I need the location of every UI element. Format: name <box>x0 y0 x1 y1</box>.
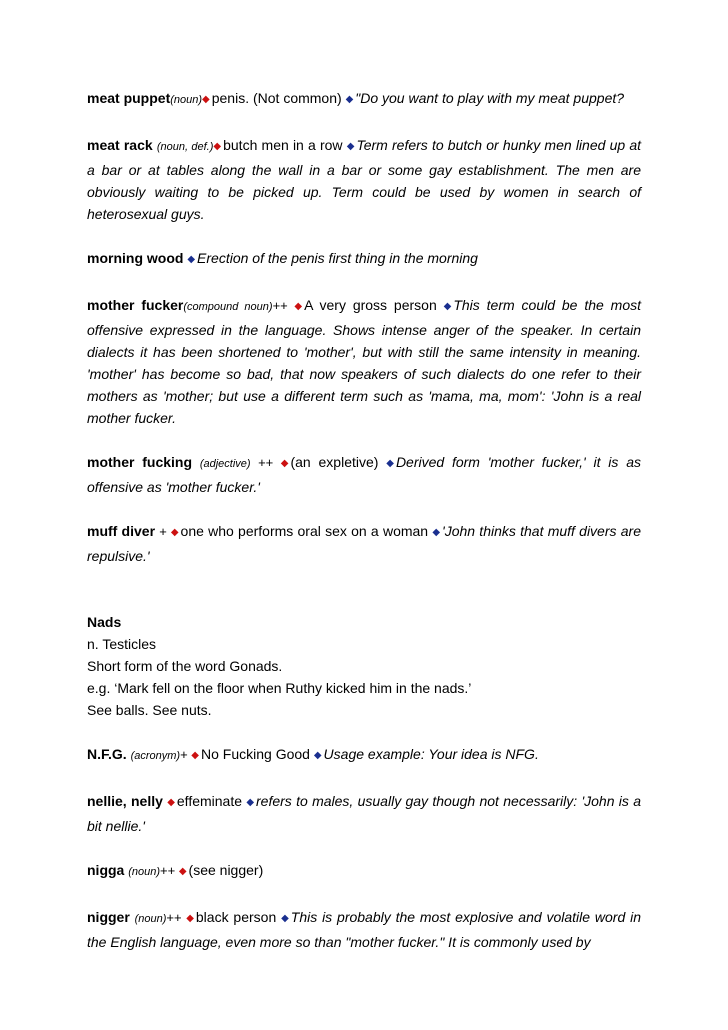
offensiveness-marks: + <box>159 524 171 539</box>
headword: mother fucker <box>87 297 184 313</box>
part-of-speech: (acronym) <box>130 750 181 762</box>
definition: black person <box>195 909 282 925</box>
glossary-content <box>87 87 641 975</box>
example: Erection of the penis first thing in the morning <box>197 250 478 266</box>
blue-diamond-icon: ◆ <box>386 458 394 469</box>
headword: mother fucking <box>87 454 200 470</box>
example: Derived form 'mother fucker,' it is as offensive as 'mother fucker.' <box>87 454 641 495</box>
entry-nigga <box>87 859 641 884</box>
offensiveness-marks: ++ <box>250 455 281 470</box>
headword: nigga <box>87 862 129 878</box>
red-diamond-icon: ◆ <box>280 458 289 469</box>
red-diamond-icon: ◆ <box>167 797 175 808</box>
red-diamond-icon: ◆ <box>186 913 194 924</box>
offensiveness-marks: ++ <box>166 910 187 925</box>
example: This term could be the most offensive expressed in the language. Shows intense anger of the speaker. In certain dialects it has been shortened to 'mother', but with still the same intensity in meaning. 'mother' has become so bad, that now speakers of such dialects do one refer to their mothers as 'mother; but use a different term such as 'mama, ma, mom': 'John is a real mother fucker. <box>87 297 641 426</box>
headword: meat rack <box>87 137 157 153</box>
entry-muff-diver <box>87 520 641 567</box>
definition: butch men in a row <box>223 137 347 153</box>
definition: No Fucking Good <box>201 746 314 762</box>
offensiveness-marks: + <box>180 747 192 762</box>
nads-line: See balls. See nuts. <box>87 702 212 718</box>
offensiveness-marks: ++ <box>272 298 295 313</box>
entry-nfg <box>87 743 641 768</box>
definition: (see nigger) <box>188 862 264 878</box>
part-of-speech: (noun, def.) <box>156 141 214 153</box>
definition: one who performs oral sex on a woman <box>180 523 433 539</box>
headword: morning wood <box>87 250 188 266</box>
blue-diamond-icon: ◆ <box>345 94 354 105</box>
headword: meat puppet <box>87 90 171 106</box>
example: Usage example: Your idea is NFG. <box>323 746 539 762</box>
headword: nigger <box>87 909 135 925</box>
nads-line: n. Testicles <box>87 636 156 652</box>
headword: nellie, nelly <box>87 793 168 809</box>
part-of-speech: (compound noun) <box>183 301 273 313</box>
entry-nellie <box>87 790 641 837</box>
definition: penis. (Not common) <box>211 90 346 106</box>
entry-nigger <box>87 906 641 953</box>
part-of-speech: (adjective) <box>199 458 251 470</box>
blue-diamond-icon: ◆ <box>187 254 196 265</box>
offensiveness-marks: ++ <box>160 863 179 878</box>
example: This is probably the most explosive and volatile word in the English language, even more so than "mother fucker." It is commonly used by <box>87 909 641 950</box>
nads-line: Short form of the word Gonads. <box>87 658 283 674</box>
blue-diamond-icon: ◆ <box>281 913 289 924</box>
red-diamond-icon: ◆ <box>191 750 199 761</box>
red-diamond-icon: ◆ <box>170 527 179 538</box>
entry-nads <box>87 611 641 721</box>
blue-diamond-icon: ◆ <box>346 141 355 152</box>
part-of-speech: (noun) <box>128 866 161 878</box>
entry-mother-fucker <box>87 294 641 429</box>
blue-diamond-icon: ◆ <box>443 301 452 312</box>
red-diamond-icon: ◆ <box>213 141 222 152</box>
entry-meat-rack <box>87 134 641 225</box>
blue-diamond-icon: ◆ <box>432 527 441 538</box>
part-of-speech: (noun) <box>170 94 203 106</box>
blue-diamond-icon: ◆ <box>246 797 255 808</box>
example: Term refers to butch or hunky men lined up at a bar or at tables along the wall in a bar or some gay establishment. The men are obviously waiting to be picked up. Term could be used by women in search of heterosexual guys. <box>87 137 641 222</box>
entry-meat-puppet <box>87 87 641 112</box>
example: "Do you want to play with my meat puppet? <box>355 90 625 106</box>
example: 'John thinks that muff divers are repulsive.' <box>87 523 641 564</box>
headword: Nads <box>87 614 122 630</box>
entry-morning-wood <box>87 247 641 272</box>
definition: effeminate <box>176 793 247 809</box>
definition: (an expletive) <box>290 454 387 470</box>
part-of-speech: (noun) <box>134 913 167 925</box>
nads-line: e.g. ‘Mark fell on the floor when Ruthy kicked him in the nads.’ <box>87 680 472 696</box>
headword: muff diver <box>87 523 160 539</box>
definition: A very gross person <box>304 297 444 313</box>
headword: N.F.G. <box>87 746 131 762</box>
red-diamond-icon: ◆ <box>178 866 187 877</box>
red-diamond-icon: ◆ <box>294 301 303 312</box>
red-diamond-icon: ◆ <box>202 94 210 105</box>
entry-mother-fucking <box>87 451 641 498</box>
example: refers to males, usually gay though not necessarily: 'John is a bit nellie.' <box>87 793 641 834</box>
blue-diamond-icon: ◆ <box>313 750 322 761</box>
